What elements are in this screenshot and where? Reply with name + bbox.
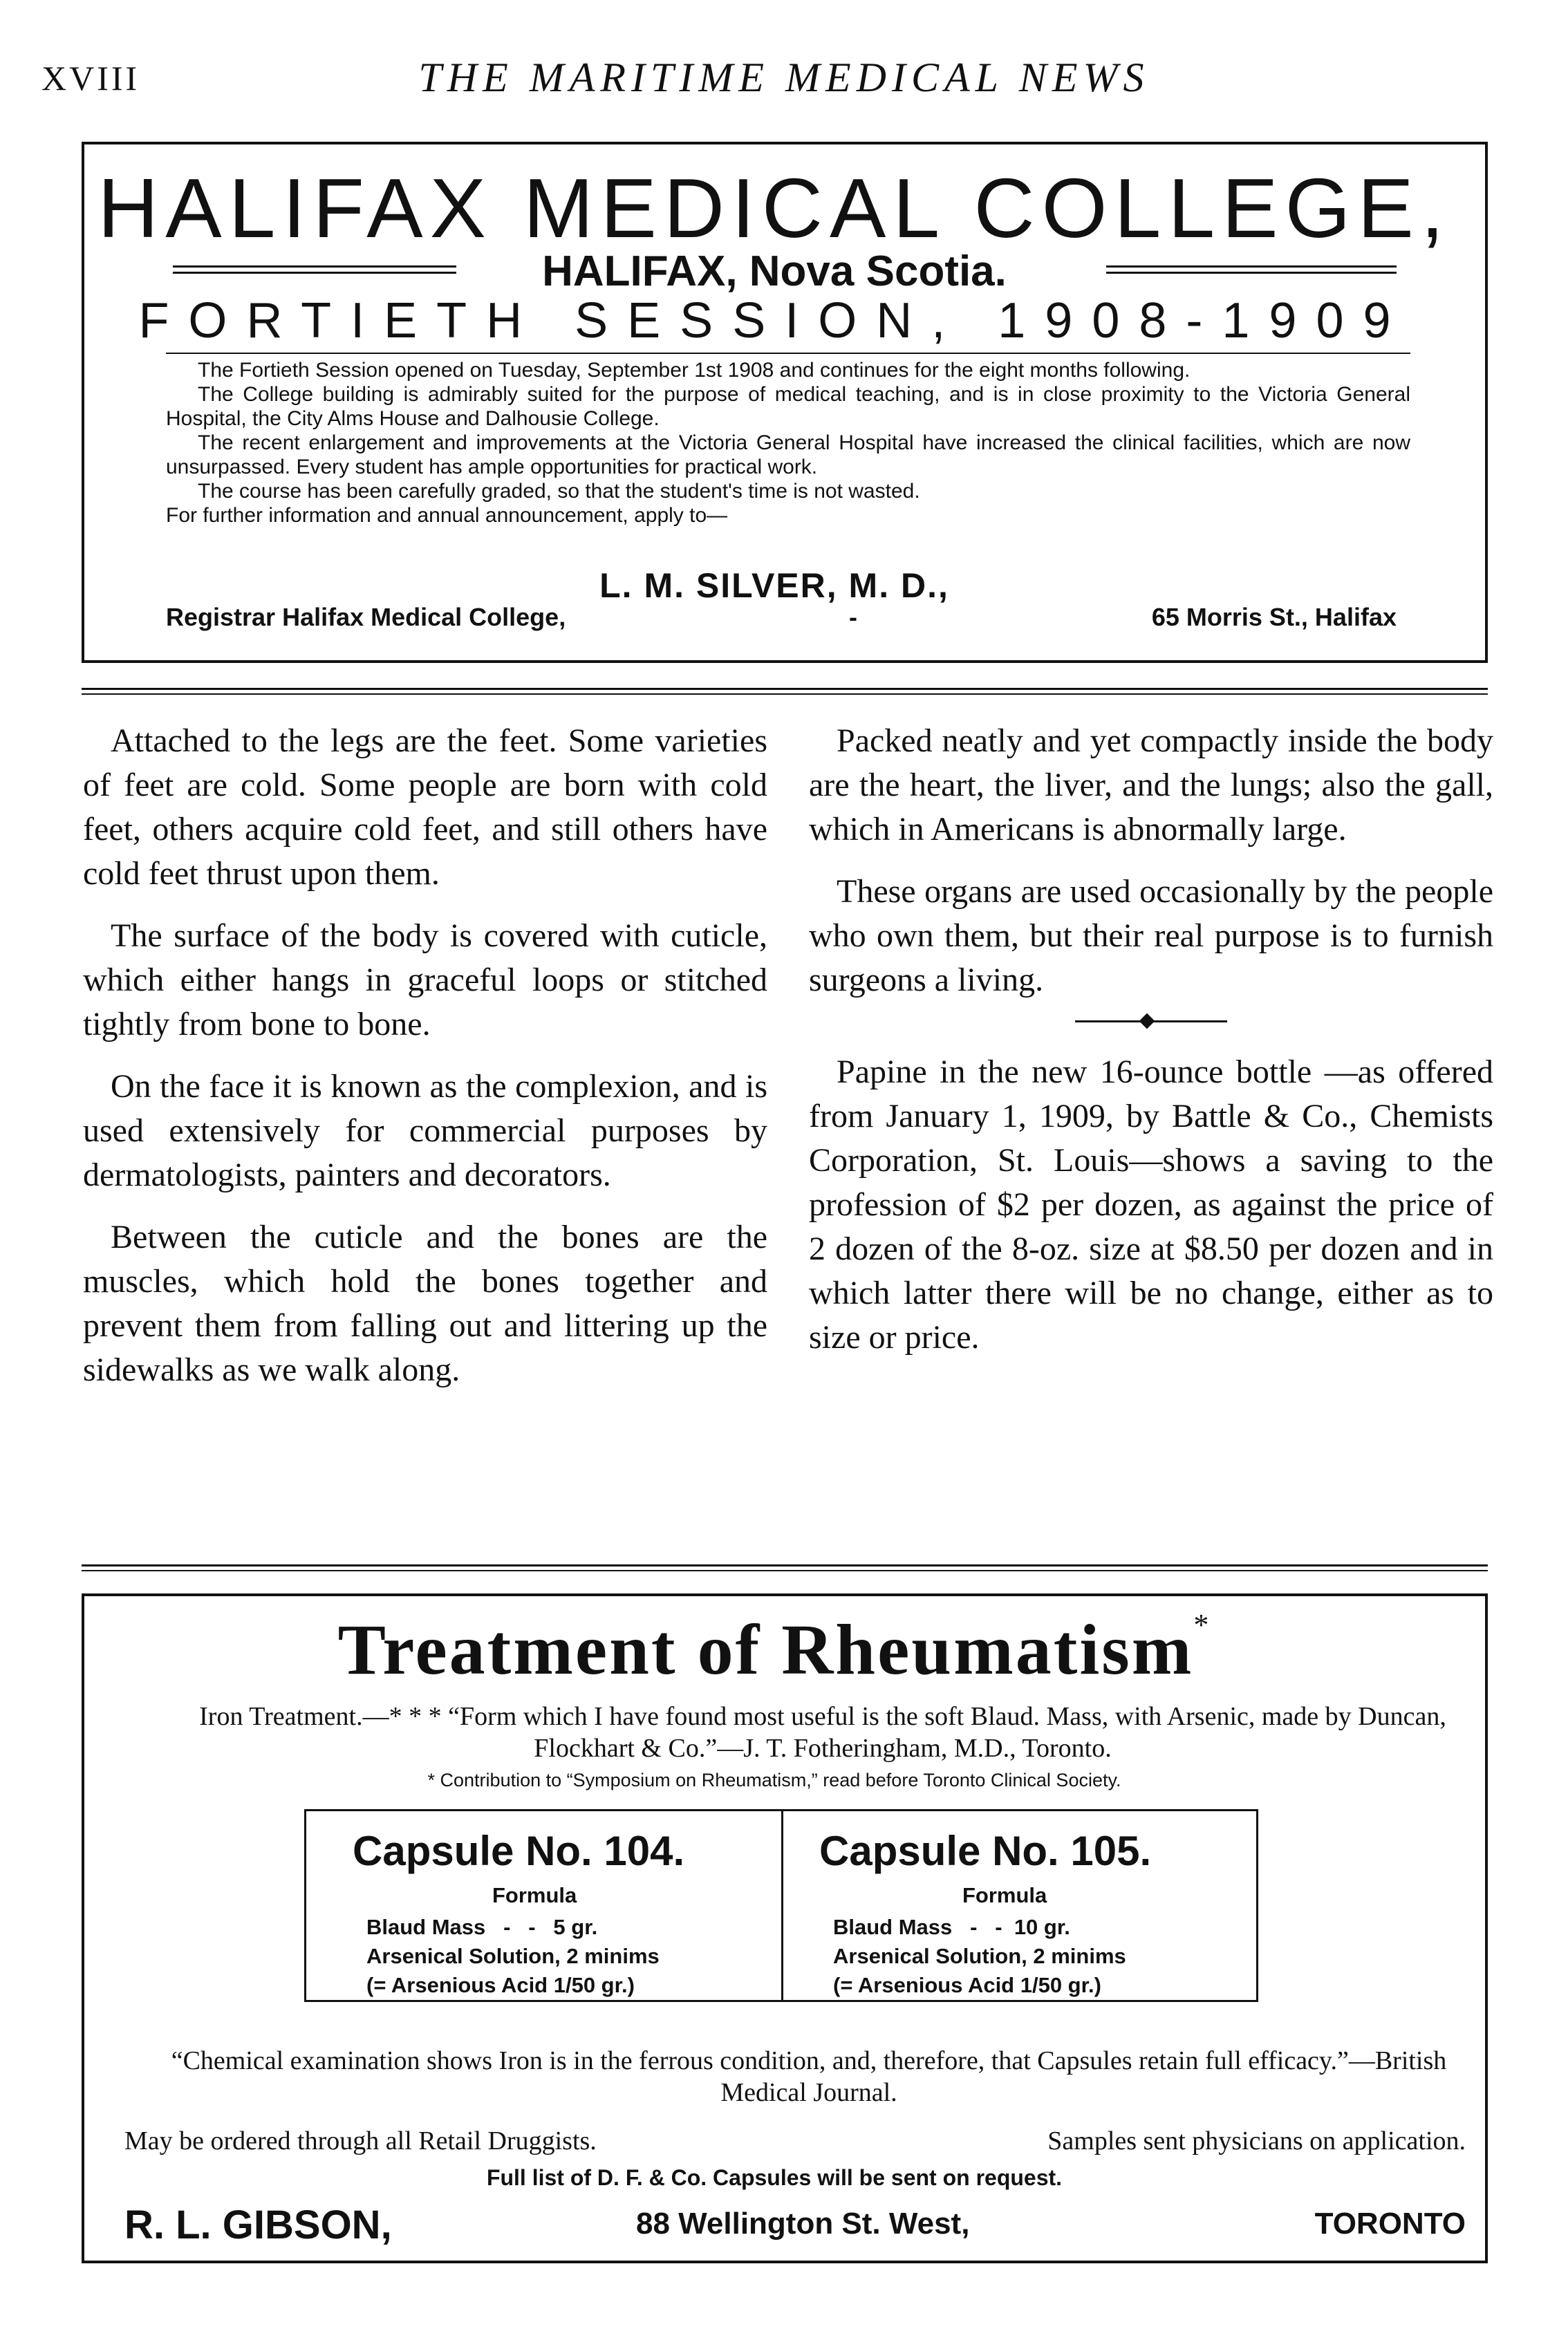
- college-address: 65 Morris St., Halifax: [1151, 603, 1397, 631]
- college-registrar: Registrar Halifax Medical College,: [166, 603, 566, 631]
- ad-border-right: [1485, 1593, 1488, 2263]
- capsule-104-line: Arsenical Solution, 2 minims: [366, 1944, 660, 1968]
- section-rule: [82, 688, 1488, 690]
- table-rule: [781, 1809, 783, 2002]
- article-paragraph: Packed neatly and yet compactly inside the body are the heart, the liver, and the lungs; also the gall, which in Americans is abnormally large.: [809, 722, 1493, 848]
- footnote-mark: *: [1193, 1608, 1211, 1642]
- order-text: May be ordered through all Retail Druggists.: [124, 2126, 597, 2155]
- ad-border-bottom: [82, 660, 1488, 663]
- college-paragraph: The Fortieth Session opened on Tuesday, September 1st 1908 and continues for the eight months following.: [198, 359, 1191, 382]
- college-paragraph: The recent enlargement and improvements at the Victoria General Hospital have increased the clinical facilities, which are now unsurpassed. Every student has ample opportunities for practical work.: [166, 431, 1410, 478]
- college-body: [166, 358, 1410, 527]
- samples-text: Samples sent physicians on application.: [1047, 2126, 1466, 2155]
- college-paragraph: The College building is admirably suited for the purpose of medical teaching, and is in close proximity to the Victoria General Hospital, the City Alms House and Dalhousie College.: [166, 383, 1410, 430]
- capsule-105-line: Arsenical Solution, 2 minims: [833, 1944, 1126, 1968]
- article-right-column: [809, 719, 1493, 1378]
- rule: [166, 353, 1410, 354]
- ad-border-top: [82, 1593, 1488, 1596]
- rheumatism-title: [83, 1608, 1466, 1690]
- article-paragraph: On the face it is known as the complexion, and is used extensively for commercial purposes by dermatologists, painters and decorators.: [83, 1068, 767, 1193]
- capsule-105-line: Blaud Mass - - 10 gr.: [833, 1915, 1070, 1939]
- papine-paragraph: Papine in the new 16-ounce bottle —as offered from January 1, 1909, by Battle & Co., Chemists Corporation, St. Louis—shows a saving to the profession of $2 per dozen, as against the price of 2 dozen of the 8-oz. size at $8.50 per dozen and in which latter there will be no change, either as to size or price.: [809, 1054, 1493, 1356]
- section-rule: [82, 1564, 1488, 1566]
- ad-border-left: [82, 1593, 84, 2263]
- capsule-104-line: (= Arsenious Acid 1/50 gr.): [366, 1973, 635, 1997]
- agent-city: TORONTO: [1314, 2207, 1466, 2241]
- agent-street: 88 Wellington St. West,: [636, 2207, 970, 2241]
- contribution-note: * Contribution to “Symposium on Rheumatism,” read before Toronto Clinical Society.: [427, 1770, 1121, 1790]
- agent-name: R. L. GIBSON,: [124, 2202, 392, 2247]
- iron-treatment-quote: Iron Treatment.—* * * “Form which I have found most useful is the soft Blaud. Mass, with Arsenic, made by Duncan, Flockhart & Co.”—J. T. Fotheringham, M.D., Toronto.: [199, 1702, 1446, 1763]
- article-paragraph: These organs are used occasionally by the people who own them, but their real purpose is to furnish surgeons a living.: [809, 873, 1493, 998]
- college-location: HALIFAX, Nova Scotia.: [542, 247, 1007, 295]
- college-paragraph: The course has been carefully graded, so that the student's time is not wasted.: [198, 480, 920, 503]
- capsule-104-title: Capsule No. 104.: [353, 1828, 685, 1874]
- capsule-105-title: Capsule No. 105.: [819, 1828, 1152, 1874]
- ad-border-top: [82, 142, 1488, 144]
- capsule-105-line: (= Arsenious Acid 1/50 gr.): [833, 1973, 1101, 1997]
- full-list-text: Full list of D. F. & Co. Capsules will be sent on request.: [486, 2165, 1063, 2190]
- college-dash: -: [849, 603, 857, 631]
- ad-border-bottom: [82, 2261, 1488, 2263]
- college-title: HALIFAX MEDICAL COLLEGE,: [97, 161, 1451, 255]
- article-paragraph: The surface of the body is covered with cuticle, which either hangs in graceful loops or stitched tightly from bone to bone.: [83, 917, 767, 1042]
- page-number: XVIII: [41, 59, 140, 97]
- section-rule: [82, 1570, 1488, 1571]
- article-paragraph: Between the cuticle and the bones are the muscles, which hold the bones together and prevent them from falling out and littering up the sidewalks as we walk along.: [83, 1219, 767, 1388]
- capsule-105-formula-label: Formula: [962, 1883, 1047, 1907]
- ad-border-right: [1485, 142, 1488, 663]
- capsule-104-formula-label: Formula: [492, 1883, 577, 1907]
- college-session: FORTIETH SESSION, 1908-1909: [138, 293, 1410, 348]
- college-further-info: For further information and annual announcement, apply to—: [166, 504, 728, 527]
- section-rule: [82, 693, 1488, 695]
- table-rule: [304, 1809, 306, 2002]
- ornament-divider: [1075, 1020, 1227, 1022]
- article-paragraph: Attached to the legs are the feet. Some varieties of feet are cold. Some people are born with cold feet, others acquire cold feet, and still others have cold feet thrust upon them.: [83, 722, 767, 892]
- rheumatism-title-text: Treatment of Rheumatism: [337, 1610, 1194, 1690]
- table-rule: [1256, 1809, 1258, 2002]
- capsule-104-line: Blaud Mass - - 5 gr.: [366, 1915, 598, 1939]
- journal-title: THE MARITIME MEDICAL NEWS: [418, 55, 1150, 100]
- article-left-column: [83, 719, 767, 1410]
- chemical-examination-quote: “Chemical examination shows Iron is in the ferrous condition, and, therefore, that Capsules retain full efficacy.”—British Medical Journal.: [171, 2046, 1447, 2107]
- college-contact-name: L. M. SILVER, M. D.,: [599, 566, 949, 605]
